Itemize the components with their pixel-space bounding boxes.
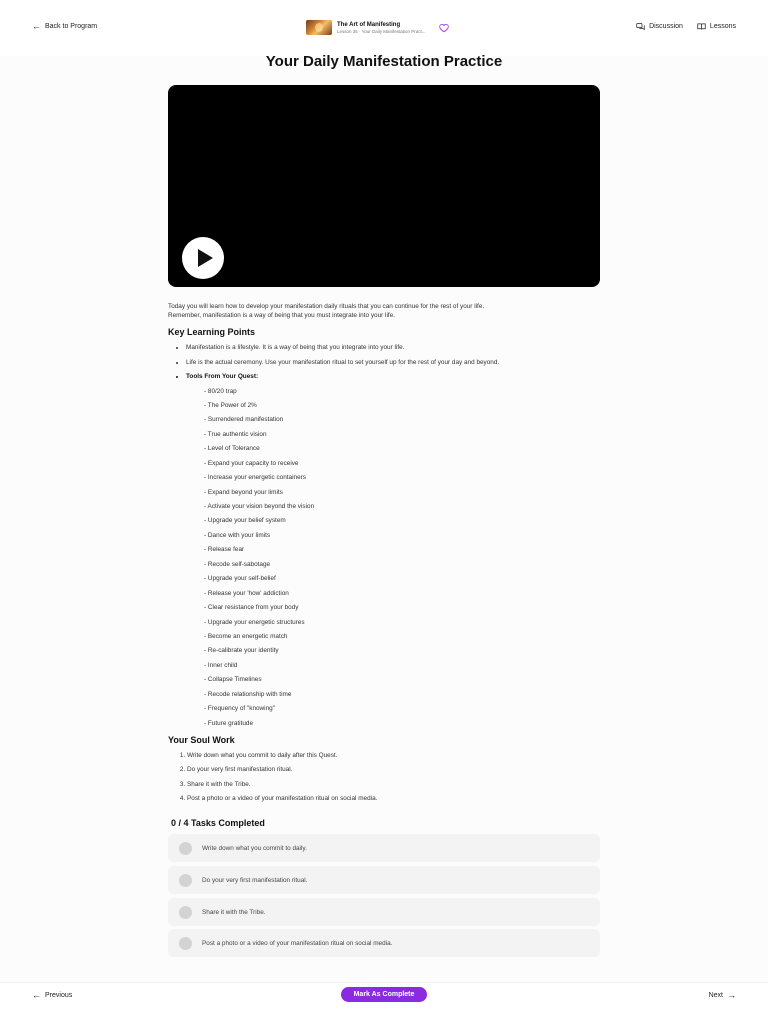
soul-work-item: 1. Write down what you commit to daily after this Quest. [187, 751, 600, 760]
tool-item: - Release your 'how' addiction [204, 589, 289, 597]
tool-item: - True authentic vision [204, 430, 267, 438]
play-button[interactable] [182, 237, 224, 279]
task-checkbox[interactable] [179, 842, 192, 855]
video-player[interactable] [168, 85, 600, 287]
task-checkbox[interactable] [179, 906, 192, 919]
tool-item: - Dance with your limits [204, 531, 271, 539]
program-text [337, 22, 426, 34]
tasks-completed-heading: 0 / 4 Tasks Completed [171, 818, 265, 828]
task-item[interactable] [168, 834, 600, 862]
book-icon [697, 22, 706, 31]
tool-item: - Upgrade your belief system [204, 517, 286, 525]
tool-item: - Future gratitude [204, 719, 254, 727]
soul-work-list [168, 751, 600, 804]
heart-icon[interactable] [439, 23, 449, 33]
intro-line-2: Remember, manifestation is a way of being that you must integrate into your life. [168, 312, 395, 319]
program-thumbnail [306, 20, 332, 35]
intro-text [168, 302, 600, 320]
task-label: Do your very first manifestation ritual. [202, 876, 308, 884]
previous-label: Previous [45, 992, 73, 999]
tool-item: - Expand your capacity to receive [204, 459, 299, 467]
key-point: • Life is the actual ceremony. Use your manifestation ritual to set yourself up for the rest of your day and beyond. [186, 358, 600, 367]
program-title: The Art of Manifesting [337, 21, 401, 28]
tool-item: - Collapse Timelines [204, 676, 262, 684]
soul-work-item: 3. Share it with the Tribe. [187, 780, 600, 789]
task-checkbox[interactable] [179, 874, 192, 887]
tool-item: - Frequency of "knowing" [204, 705, 275, 713]
back-label: Back to Program [45, 23, 98, 30]
tool-item: - Inner child [204, 661, 238, 669]
discussion-link[interactable] [636, 22, 683, 31]
task-label: Share it with the Tribe. [202, 908, 266, 916]
task-item[interactable] [168, 898, 600, 926]
task-item[interactable] [168, 929, 600, 957]
top-right-nav [636, 22, 736, 31]
lessons-label: Lessons [709, 23, 736, 30]
tool-item: - Upgrade your energetic structures [204, 618, 305, 626]
back-to-program-link[interactable] [32, 22, 97, 31]
footer-nav [0, 982, 768, 1024]
intro-line-1: Today you will learn how to develop your manifestation daily rituals that you can continue for the rest of your life. [168, 303, 485, 310]
lesson-content [168, 302, 600, 809]
soul-work-item: 2. Do your very first manifestation ritual. [187, 765, 600, 774]
key-learning-heading: Key Learning Points [168, 327, 256, 337]
tool-item: - Surrendered manifestation [204, 416, 284, 424]
tool-item: - Recode self-sabotage [204, 560, 271, 568]
program-info [306, 20, 449, 35]
soul-work-item: 4. Post a photo or a video of your manifestation ritual on social media. [187, 794, 600, 803]
tool-item: - Become an energetic match [204, 632, 288, 640]
task-item[interactable] [168, 866, 600, 894]
key-point-tools: • Tools From Your Quest: [186, 372, 600, 381]
tool-item: - Upgrade your self-belief [204, 575, 276, 583]
arrow-left-icon: ← [32, 990, 41, 1000]
soul-work-heading: Your Soul Work [168, 734, 235, 745]
next-button[interactable] [709, 991, 736, 1000]
tool-item: - Recode relationship with time [204, 690, 292, 698]
task-checkbox[interactable] [179, 937, 192, 950]
tool-item: - The Power of 2% [204, 401, 257, 409]
tool-item: - Level of Tolerance [204, 445, 260, 453]
page-title: Your Daily Manifestation Practice [265, 53, 503, 70]
tool-item: - 80/20 trap [204, 387, 237, 395]
tool-item: - Clear resistance from your body [204, 604, 299, 612]
lessons-link[interactable] [697, 22, 736, 31]
tool-item: - Activate your vision beyond the vision [204, 503, 315, 510]
tool-item: - Expand beyond your limits [204, 488, 283, 496]
arrow-right-icon: → [727, 990, 736, 1000]
previous-button[interactable] [32, 991, 72, 1000]
key-point: • Manifestation is a lifestyle. It is a way of being that you integrate into your life. [186, 343, 600, 352]
task-label: Post a photo or a video of your manifestation ritual on social media. [202, 939, 393, 947]
tool-item: - Release fear [204, 546, 245, 554]
mark-as-complete-button[interactable]: Mark As Complete [341, 987, 427, 1002]
tool-item: - Re-calibrate your identity [204, 647, 279, 655]
next-label: Next [708, 992, 723, 999]
discussion-label: Discussion [649, 23, 683, 30]
key-points-list [168, 343, 600, 381]
task-label: Write down what you commit to daily. [202, 844, 307, 852]
top-bar [0, 0, 768, 56]
tools-list [168, 387, 600, 728]
arrow-left-icon: ← [32, 21, 41, 31]
chat-icon [636, 22, 645, 31]
tool-item: - Increase your energetic containers [204, 474, 306, 482]
lesson-subtitle: Lesson 35 · Your Daily Manifestation Pract... [337, 28, 426, 34]
